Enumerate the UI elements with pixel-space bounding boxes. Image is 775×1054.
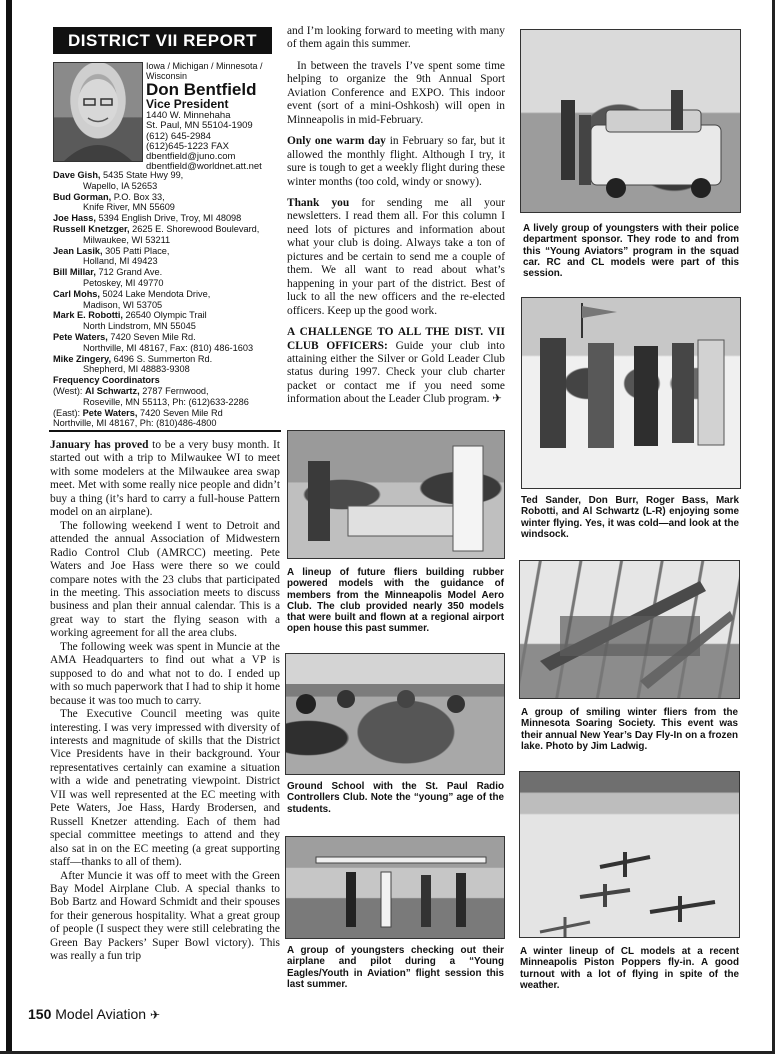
entry-line-2: Northville, MI 48167, Fax: (810) 486-1603 (83, 342, 254, 353)
entry-line-2: Petoskey, MI 49770 (83, 277, 164, 288)
paragraph-2: The following weekend I went to Detroit and attended the annual Association of Midwestern Radio Control Club (AMRCC) meeting. Pete Waters and Joe Hass were there so we could compare notes with the 23 clubs that participated in the meeting. This association meets to discuss business and plan their annual calendar. This is a great way to start the flying season with a working agreement for all the area clubs. (50, 519, 280, 640)
lead-in: A CHALLENGE TO ALL THE DIST. VII CLUB OFFICERS: (287, 326, 505, 352)
directory-entry (53, 246, 281, 268)
directory-entry (53, 289, 281, 311)
entry-line-1: 5435 State Hwy 99, (100, 170, 184, 180)
caption-ground-school: Ground School with the St. Paul Radio Controllers Club. Note the “young” age of the students. (287, 781, 504, 815)
page-footer (28, 1006, 160, 1022)
paragraph-text: for sending me all your newsletters. I read them all. For this column I need lots of pictures and information about what your club is doing. Always take a ton of pictures and be certain to send me a couple of them. We all want to read about what’s happening in your part of the district. Best of luck to all the new officers and the re-elected officers. Keep up the good work. (287, 196, 505, 317)
section-divider (49, 430, 281, 432)
photo-illustration (520, 561, 739, 698)
freq-west-line-2: Roseville, MN 55113, Ph: (612)633-2286 (83, 396, 249, 407)
caption-soaring-society: A group of smiling winter fliers from the Minnesota Soaring Society. This event was their annual New Year’s Day Fly-In on a frozen lake. Photo by Jim Ladwig. (521, 707, 738, 752)
directory-entry (53, 332, 281, 354)
photo-young-eagles (285, 836, 505, 939)
vp-portrait-photo (53, 62, 143, 162)
freq-east-name: Pete Waters, (82, 407, 138, 418)
freq-east-label: (East): (53, 407, 83, 418)
portrait-illustration (54, 63, 142, 161)
directory-entry (53, 267, 281, 289)
entry-line-1: 6496 S. Summerton Rd. (111, 353, 213, 364)
page-number: 150 (28, 1006, 52, 1022)
entry-name: Carl Mohs, (53, 288, 100, 299)
photo-illustration (288, 431, 504, 558)
entry-line-2: North Lindstrom, MN 55045 (83, 321, 196, 332)
paragraph-4: The Executive Council meeting was quite interesting. I was very impressed with diversity of interests and magnitude of skills that the District Vice Presidents have in their background. Your representatives certainly can examine a situation with a wide and penetrating viewpoint. District VII was well represented at the EC meeting with Pete Waters, Joe Hass, Hardy Brodersen, and Russell Knetzer attending. Each of them had special committee meetings to attend and they also sat in on the EC meeting (a great supporting staff—thanks to all of them). (50, 708, 280, 869)
directory-entry (53, 170, 281, 192)
airplane-icon: ✈ (149, 1008, 161, 1022)
entry-line-1: 5024 Lake Mendota Drive, (99, 288, 211, 299)
entry-name: Mark E. Robotti, (53, 310, 123, 321)
entry-line-2: Madison, WI 53705 (83, 299, 163, 310)
photo-ground-school (285, 653, 505, 775)
caption-young-aviators: A lively group of youngsters with their police department sponsor. They rode to and from this “Young Aviators” program in the squad car. RC and CL models were part of this session. (523, 223, 739, 280)
vp-email-1[interactable]: dbentfield@juno.com (146, 151, 236, 163)
entry-name: Bud Gorman, (53, 191, 112, 202)
entry-name: Russell Knetzger, (53, 223, 130, 234)
entry-line-1: 5394 English Drive, Troy, MI 48098 (95, 213, 242, 224)
directory-entry (53, 213, 281, 224)
frequency-coordinators (53, 375, 281, 429)
paragraph-5: After Muncie it was off to meet with the Green Bay Model Airplane Club. A special thanks to Bob Bartz and Howard Schmidt and their spouses for their generous hospitality. What a great group of people (I suspect they were still celebrating the Green Bay Packers’ Super Bowl victory). This was really a fun trip (50, 869, 280, 963)
directory-entry (53, 310, 281, 332)
freq-west-name: Al Schwartz, (85, 385, 140, 396)
entry-line-1: 7420 Seven Mile Rd. (107, 331, 196, 342)
entry-name: Bill Millar, (53, 267, 96, 278)
photo-cl-lineup (519, 771, 740, 938)
magazine-name: Model Aviation (51, 1006, 150, 1022)
photo-illustration (521, 30, 740, 212)
vp-title: Vice President (146, 97, 229, 111)
entry-line-2: Holland, MI 49423 (83, 256, 158, 267)
photo-rubber-model-building (287, 430, 505, 559)
freq-west-label: (West): (53, 385, 85, 396)
photo-young-aviators (520, 29, 741, 213)
photo-winter-flying-group (521, 297, 741, 489)
entry-name: Joe Hass, (53, 213, 96, 224)
entry-line-2: Milwaukee, WI 53211 (83, 234, 171, 245)
caption-cl-lineup: A winter lineup of CL models at a recent Minneapolis Piston Poppers fly-in. A good turnout with a lot of flying in spite of the weather. (520, 946, 739, 991)
directory-entry (53, 354, 281, 376)
vp-fax: (612)645-1223 FAX (146, 140, 229, 152)
photo-illustration (522, 298, 740, 488)
page-edge-left (6, 0, 12, 1054)
directory-entry (53, 224, 281, 246)
vp-phone: (612) 645-2984 (146, 130, 211, 142)
caption-young-eagles: A group of youngsters checking out their airplane and pilot during a “Young Eagles/Youth in Aviation” flight session this last summer. (287, 945, 504, 990)
section-header: DISTRICT VII REPORT (53, 27, 272, 54)
entry-line-1: P.O. Box 33, (111, 191, 165, 202)
paragraph-continued: and I’m looking forward to meeting with many of them again this summer. (287, 25, 505, 51)
paragraph-challenge (287, 326, 505, 407)
article-column-1 (50, 439, 280, 964)
entry-line-1: 305 Patti Place, (102, 245, 170, 256)
vp-name: Don Bentfield (146, 80, 257, 99)
vp-address-line-2: St. Paul, MN 55104-1909 (146, 120, 253, 132)
article-column-2 (287, 25, 505, 415)
photo-illustration (286, 654, 504, 774)
lead-in: January has proved (50, 439, 149, 451)
paragraph-1 (50, 439, 280, 520)
freq-heading: Frequency Coordinators (53, 375, 160, 386)
entry-line-1: 26540 Olympic Trail (122, 310, 207, 321)
caption-rubber-models: A lineup of future fliers building rubber powered models with the guidance of members from the Minneapolis Model Aero Club. The club provided nearly 350 models that were built and flown at a regional airport open house this past summer. (287, 567, 504, 635)
caption-winter-flying: Ted Sander, Don Burr, Roger Bass, Mark Robotti, and Al Schwartz (L-R) enjoying some winter flying. Yes, it was cold—and look at the windsock. (521, 495, 739, 540)
entry-line-2: Knife River, MN 55609 (83, 202, 175, 213)
paragraph-3: The following week was spent in Muncie at the AMA Headquarters to find out what a VP is supposed to do and what not to do. I ended up with so much paperwork that I had to ship it home because it was too much to carry. (50, 640, 280, 707)
freq-east-line-1: 7420 Seven Mile Rd (137, 407, 223, 418)
lead-in: Only one warm day (287, 135, 386, 148)
paragraph-thank-you (287, 197, 505, 318)
paragraph-text: to be a very busy month. It started out with a trip to Milwaukee WI to meet with some modelers at the Milwaukee area swap meet. Met with some really nice people and didn’t buy a thing (it’s hard to carry a full-house Pattern model on an airplane). (50, 439, 280, 519)
photo-soaring-society (519, 560, 740, 699)
freq-east-line-2: Northville, MI 48167, Ph: (810)486-4800 (53, 418, 217, 429)
entry-name: Jean Lasik, (53, 245, 103, 256)
entry-name: Mike Zingery, (53, 353, 112, 364)
paragraph-warm-day (287, 135, 505, 189)
photo-illustration (520, 772, 739, 937)
entry-name: Dave Gish, (53, 170, 101, 180)
paragraph-expo: In between the travels I’ve spent some time helping to organize the 9th Annual Sport Aviation Conference and EXPO. This indoor event (sort of a mini-Oshkosh) will open in Minneapolis in mid-February. (287, 59, 505, 126)
directory-entry (53, 192, 281, 214)
entry-line-2: Shepherd, MI 48883-9308 (83, 364, 190, 375)
vp-email-2[interactable]: dbentfield@worldnet.att.net (146, 161, 262, 173)
vp-states: Iowa / Michigan / Minnesota / Wisconsin (146, 61, 263, 81)
lead-in: Thank you (287, 196, 350, 209)
entry-name: Pete Waters, (53, 331, 108, 342)
airplane-end-icon: ✈ (492, 393, 502, 406)
associate-vp-directory (53, 170, 281, 429)
vp-address-line-1: 1440 W. Minnehaha (146, 110, 231, 121)
entry-line-1: 712 Grand Ave. (95, 267, 163, 278)
entry-line-1: 2625 E. Shorewood Boulevard, (129, 223, 260, 234)
paragraph-text: Guide your club into attaining either the Silver or Gold Leader Club status during 1997. Check your club charter packet or contact me if you need some information about the Leader Club program. (287, 339, 505, 406)
photo-illustration (286, 837, 504, 938)
paragraph-text: in February so far, but it allowed the monthly flight. Although I try, it sure is tough to get a weekly flight during these winter months (too cold, windy or snowy). (287, 135, 505, 188)
vp-contact-block (146, 111, 276, 173)
entry-line-2: Wapello, IA 52653 (83, 180, 158, 191)
freq-west-line-1: 2787 Fernwood, (139, 385, 209, 396)
